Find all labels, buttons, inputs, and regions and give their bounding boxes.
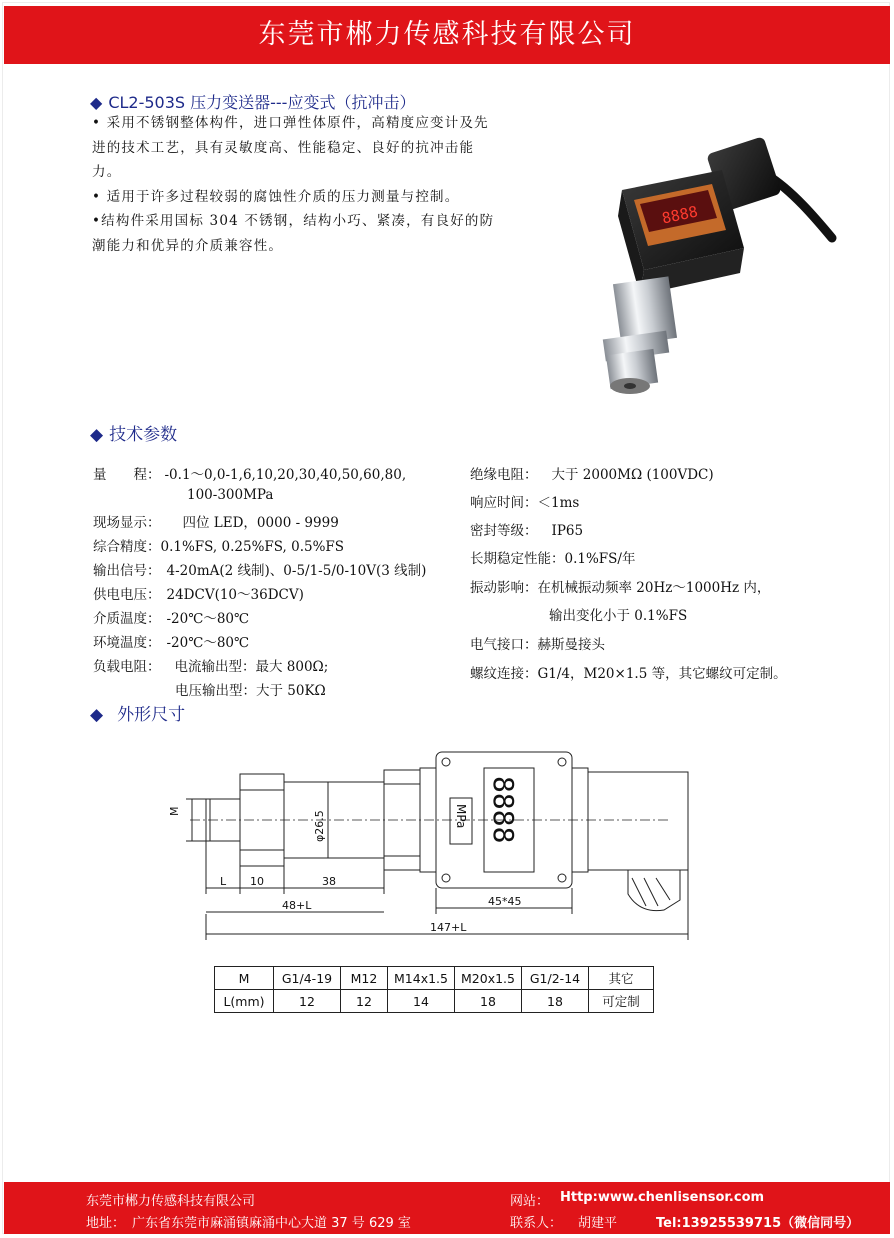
spec-value: 在机械振动频率 20Hz～1000Hz 内， bbox=[537, 580, 771, 596]
spec-label: 振动影响： bbox=[470, 580, 538, 596]
spec-value: -20℃～80℃ bbox=[166, 635, 250, 651]
spec-value: -20℃～80℃ bbox=[166, 611, 250, 627]
dim-m: M bbox=[168, 806, 181, 816]
dimensions-heading bbox=[90, 700, 185, 725]
spec-label: 综合精度： bbox=[93, 539, 161, 555]
dim-10: 10 bbox=[250, 875, 264, 888]
spec-value: 0.1%FS/年 bbox=[564, 551, 636, 567]
spec-load bbox=[93, 655, 328, 675]
table-cell: L(mm) bbox=[215, 990, 274, 1013]
table-cell: M12 bbox=[341, 967, 388, 990]
spec-vibration-cont: 输出变化小于 0.1%FS bbox=[549, 608, 688, 624]
footer-address-label: 地址： bbox=[86, 1216, 126, 1231]
footer-tel: Tel:13925539715（微信同号） bbox=[656, 1216, 860, 1231]
dimension-drawing bbox=[150, 742, 710, 947]
diamond-bullet-icon: ◆ bbox=[90, 425, 104, 445]
company-title: 东莞市郴力传感科技有限公司 bbox=[258, 19, 636, 50]
spec-label: 量 程： bbox=[93, 467, 161, 483]
table-row bbox=[215, 990, 654, 1013]
table-cell: M14x1.5 bbox=[388, 967, 455, 990]
spec-label: 供电电压： bbox=[93, 587, 161, 603]
spec-response bbox=[470, 491, 579, 511]
table-cell: M20x1.5 bbox=[455, 967, 522, 990]
spec-supply bbox=[93, 583, 304, 603]
spec-label: 环境温度： bbox=[93, 635, 161, 651]
spec-label: 现场显示： bbox=[93, 515, 161, 531]
diamond-bullet-icon: ◆ bbox=[90, 705, 104, 725]
table-cell: 12 bbox=[274, 990, 341, 1013]
footer-website-label: 网站： bbox=[510, 1194, 550, 1209]
table-cell: G1/4-19 bbox=[274, 967, 341, 990]
spec-value: 大于 2000MΩ (100VDC) bbox=[551, 467, 714, 483]
table-cell: 可定制 bbox=[589, 990, 654, 1013]
spec-label: 长期稳定性能： bbox=[470, 551, 565, 567]
dimensions-title: 外形尺寸 bbox=[117, 705, 186, 725]
bullet-2: • 适用于许多过程较弱的腐蚀性介质的压力测量与控制。 bbox=[92, 188, 460, 205]
footer-address: 广东省东莞市麻涌镇麻涌中心大道 37 号 629 室 bbox=[132, 1216, 411, 1231]
spec-stability bbox=[470, 547, 635, 567]
dim-147l: 147+L bbox=[430, 921, 467, 934]
specs-title: 技术参数 bbox=[109, 425, 178, 445]
spec-thread bbox=[470, 662, 787, 682]
footer-contact-label: 联系人： bbox=[510, 1216, 563, 1231]
table-cell: G1/2-14 bbox=[522, 967, 589, 990]
spec-accuracy bbox=[93, 535, 344, 555]
table-cell: 其它 bbox=[589, 967, 654, 990]
spec-label: 响应时间： bbox=[470, 495, 538, 511]
specs-heading bbox=[90, 420, 177, 445]
svg-text:8888: 8888 bbox=[660, 202, 700, 228]
table-cell: 18 bbox=[455, 990, 522, 1013]
product-title: CL2-503S 压力变送器---应变式（抗冲击） bbox=[108, 93, 416, 112]
spec-connector bbox=[470, 633, 605, 653]
table-cell: M bbox=[215, 967, 274, 990]
bullet-1: • 采用不锈钢整体构件，进口弹性体原件，高精度应变计及先进的技术工艺，具有灵敏度高、性能稳定、良好的抗冲击能力。 bbox=[92, 115, 489, 180]
spec-ip bbox=[470, 519, 583, 539]
spec-vibration bbox=[470, 576, 770, 596]
spec-value: G1/4，M20×1.5 等，其它螺纹可定制。 bbox=[537, 666, 787, 682]
product-description bbox=[92, 111, 498, 258]
spec-medium-temp bbox=[93, 607, 249, 627]
spec-label: 电气接口： bbox=[470, 637, 538, 653]
spec-output bbox=[93, 559, 426, 579]
display-digits: 8888 bbox=[487, 776, 520, 844]
dim-38: 38 bbox=[322, 875, 336, 888]
footer-contact: 胡建平 bbox=[578, 1216, 618, 1231]
footer-company: 东莞市郴力传感科技有限公司 bbox=[86, 1194, 256, 1209]
spec-value: 赫斯曼接头 bbox=[537, 637, 605, 653]
header-bar bbox=[4, 6, 890, 64]
bullet-3: •结构件采用国标 304 不锈钢，结构小巧、紧凑，有良好的防潮能力和优异的介质兼容性。 bbox=[92, 213, 495, 254]
spec-value: 4-20mA(2 线制)、0-5/1-5/0-10V(3 线制) bbox=[166, 563, 427, 579]
unit-label: MPa bbox=[454, 804, 468, 829]
spec-range bbox=[93, 463, 406, 483]
table-cell: 14 bbox=[388, 990, 455, 1013]
dim-45: 45*45 bbox=[488, 895, 522, 908]
spec-label: 密封等级： bbox=[470, 523, 538, 539]
dim-dia: φ26.5 bbox=[313, 810, 326, 842]
spec-value: ＜1ms bbox=[537, 495, 580, 511]
spec-ambient-temp bbox=[93, 631, 249, 651]
spec-insulation bbox=[470, 463, 714, 483]
dim-l: L bbox=[220, 875, 227, 888]
spec-label: 输出信号： bbox=[93, 563, 161, 579]
spec-value: 电流输出型：最大 800Ω; bbox=[174, 659, 329, 675]
table-cell: 18 bbox=[522, 990, 589, 1013]
table-cell: 12 bbox=[341, 990, 388, 1013]
spec-label: 螺纹连接： bbox=[470, 666, 538, 682]
diamond-bullet-icon: ◆ bbox=[90, 93, 103, 112]
spec-value: IP65 bbox=[551, 523, 584, 539]
thread-length-table bbox=[214, 966, 654, 1013]
spec-value: 24DCV(10～36DCV) bbox=[166, 587, 304, 603]
product-photo bbox=[522, 130, 842, 402]
spec-value: -0.1～0,0-1,6,10,20,30,40,50,60,80, bbox=[164, 467, 407, 483]
spec-value: 四位 LED，0000 - 9999 bbox=[182, 515, 339, 531]
spec-label: 负载电阻： bbox=[93, 659, 161, 675]
footer-bar bbox=[4, 1182, 890, 1234]
spec-display bbox=[93, 511, 339, 531]
spec-load-cont: 电压输出型：大于 50KΩ bbox=[175, 683, 326, 699]
spec-label: 介质温度： bbox=[93, 611, 161, 627]
footer-website-link[interactable]: Http:www.chenlisensor.com bbox=[560, 1190, 765, 1205]
dim-48l: 48+L bbox=[282, 899, 312, 912]
spec-value: 0.1%FS, 0.25%FS, 0.5%FS bbox=[160, 539, 345, 555]
product-heading bbox=[90, 90, 415, 113]
spec-range-cont: 100-300MPa bbox=[187, 487, 274, 503]
spec-label: 绝缘电阻： bbox=[470, 467, 538, 483]
table-header-row bbox=[215, 967, 654, 990]
